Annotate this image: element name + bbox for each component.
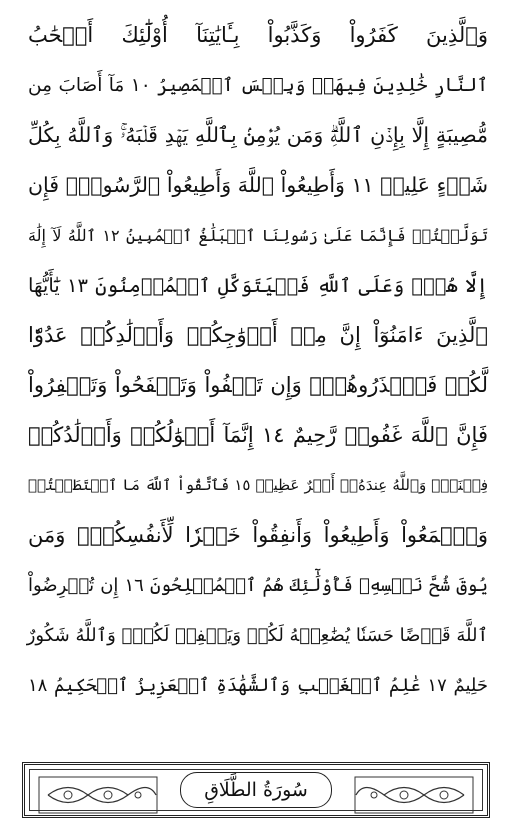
verse-line-7: ٱلَّذِينَ ءَامَنُوٓاْ إِنَّ مِنۡ أَزۡوَٰجِكُمۡ وَأَوۡلَٰدِكُمۡ عَدُوّٗا	[28, 323, 488, 347]
verse-line-13: ٱللَّهَ قَرۡضًا حَسَنٗا يُضَٰعِفۡهُ لَكُمۡ وَيَغۡفِرۡ لَكُمۡۚ وَٱللَّهُ شَكُورٌ	[26, 624, 488, 646]
verse-line-4: شَيۡءٍ عَلِيمٞ ١١ وَأَطِيعُواْ ٱللَّهَ وَأَطِيعُواْ ٱلرَّسُولَۚ فَإِن	[28, 173, 488, 197]
verse-line-10: فِتۡنَةٞۚ وَٱللَّهُ عِندَهُۥٓ أَجۡرٌ عَظِيمٞ ١٥ فَٱتَّقُواْ ٱللَّهَ مَا ٱسۡتَطَعۡتُمۡ	[28, 476, 489, 494]
verse-line-14: حَلِيمٌ ١٧ عَٰلِمُ ٱلۡغَيۡبِ وَٱلشَّهَٰدَةِ ٱلۡعَزِيزُ ٱلۡحَكِيمُ ١٨	[28, 674, 488, 696]
surah-header-inner-border	[29, 769, 483, 811]
verse-line-9: فَإِنَّ ٱللَّهَ غَفُورٞ رَّحِيمٌ ١٤ إِنَّمَآ أَمۡوَٰلُكُمۡ وَأَوۡلَٰدُكُمۡ	[28, 423, 488, 447]
surah-title: سُورَةُ الطَّلَاقِ	[204, 779, 308, 801]
verse-line-6: إِلَّا هُوَۚ وَعَلَى ٱللَّهِ فَلۡيَتَوَكَّلِ ٱلۡمُؤۡمِنُونَ ١٣ يَٰٓأَيُّهَا	[28, 273, 488, 297]
verse-line-3: مُّصِيبَةٍ إِلَّا بِإِذۡنِ ٱللَّهِۗ وَمَن يُؤۡمِنۢ بِٱللَّهِ يَهۡدِ قَلۡبَهُۥۚ وَٱللَّهُ بِكُلِّ	[28, 122, 488, 147]
verse-line-8: لَّكُمۡ فَٱحۡذَرُوهُمۡۚ وَإِن تَعۡفُواْ وَتَصۡفَحُواْ وَتَغۡفِرُواْ	[28, 373, 488, 397]
verse-line-1: وَٱلَّذِينَ كَفَرُواْ وَكَذَّبُواْ بِـَٔايَٰتِنَآ أُوْلَٰٓئِكَ أَصۡحَٰبُ	[28, 23, 488, 47]
verse-line-2: ٱلنَّارِ خَٰلِدِينَ فِيهَاۖ وَبِئۡسَ ٱلۡمَصِيرُ ١٠ مَآ أَصَابَ مِن	[28, 74, 488, 96]
surah-title-cartouche	[180, 772, 332, 808]
surah-header-frame	[22, 762, 490, 818]
ornament-right-icon	[354, 776, 474, 814]
verse-line-11: وَٱسۡمَعُواْ وَأَطِيعُواْ وَأَنفِقُواْ خَيۡرٗا لِّأَنفُسِكُمۡۗ وَمَن	[28, 523, 488, 547]
verse-line-12: يُوقَ شُحَّ نَفۡسِهِۦ فَأُوْلَٰٓئِكَ هُمُ ٱلۡمُفۡلِحُونَ ١٦ إِن تُقۡرِضُواْ	[28, 574, 488, 596]
verse-line-5: تَوَلَّيۡتُمۡ فَإِنَّمَا عَلَىٰ رَسُولِنَا ٱلۡبَلَٰغُ ٱلۡمُبِينُ ١٢ ٱللَّهُ لَآ إِلَٰهَ	[28, 225, 488, 245]
verse-text-block	[28, 10, 488, 710]
ornament-left-icon	[38, 776, 158, 814]
